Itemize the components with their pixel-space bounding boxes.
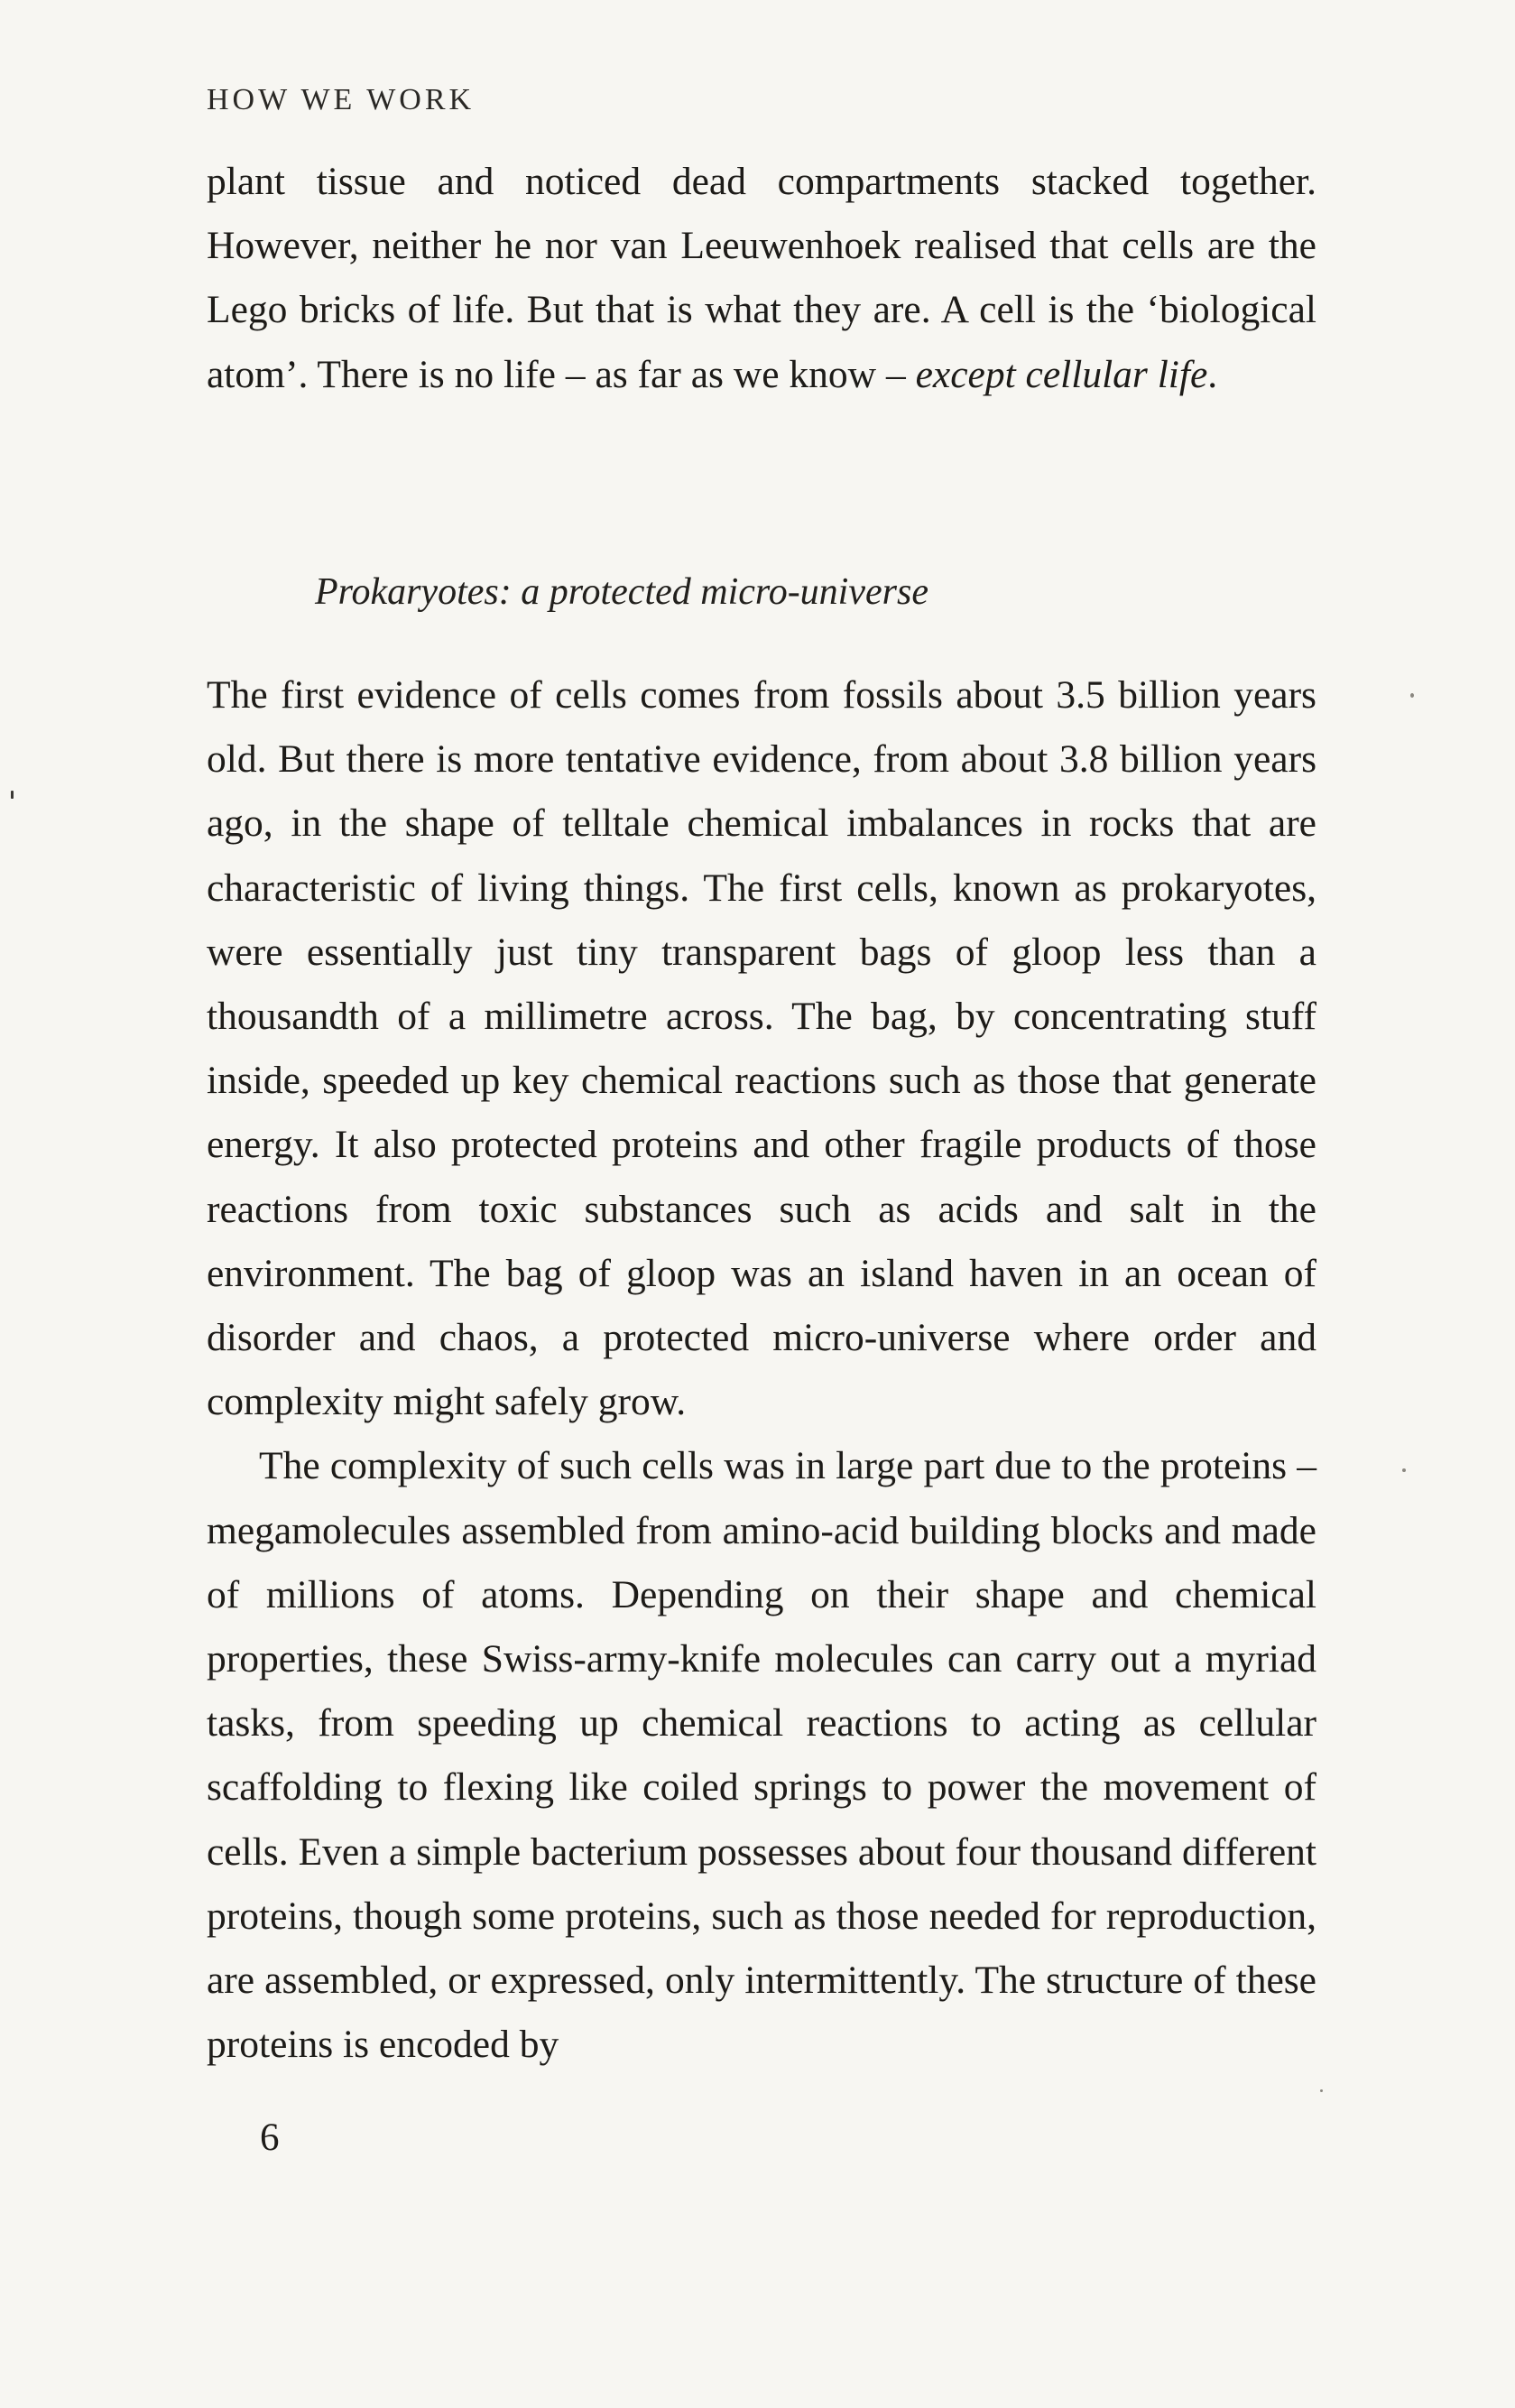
section-heading: Prokaryotes: a protected micro-universe xyxy=(315,571,928,613)
paragraph-text: plant tissue and noticed dead compartments stacked together. However, neither he nor van Leeuwenhoek realised that cells are the Lego bricks of life. But that is what they are. A cell is the ‘biological atom’. There is no life – as far as we know – xyxy=(207,160,1316,396)
paper-speck xyxy=(1410,693,1414,698)
paper-speck xyxy=(11,791,14,799)
paragraph: The complexity of such cells was in large part due to the proteins – megamolecules assembled from amino-acid building blocks and made of millions of atoms. Depending on their shape and chemical properties, these Swiss-army-knife molecules can carry out a myriad tasks, from speeding up chemical reactions to acting as cellular scaffolding to flexing like coiled springs to power the movement of cells. Even a simple bacterium possesses about four thousand different proteins, though some proteins, such as those needed for reproduction, are assembled, or expressed, only intermittently. The structure of these proteins is encoded by xyxy=(207,1444,1316,2067)
running-head: HOW WE WORK xyxy=(207,83,476,116)
paper-speck xyxy=(1320,2089,1323,2092)
page-number: 6 xyxy=(260,2116,280,2159)
paragraph-continued xyxy=(207,150,1316,407)
italic-emphasis: except cellular life xyxy=(915,352,1208,396)
paper-speck xyxy=(1402,1468,1406,1472)
paragraph: The first evidence of cells comes from fossils about 3.5 billion years old. But there is more tentative evidence, from about 3.8 billion years ago, in the shape of telltale chemical imbalances in rocks that are characteristic of living things. The first cells, known as prokaryotes, were essentially just tiny transparent bags of gloop less than a thousandth of a millimetre across. The bag, by concentrating stuff inside, speeded up key chemical reactions such as those that generate energy. It also protected proteins and other fragile products of those reactions from toxic substances such as acids and salt in the environment. The bag of gloop was an island haven in an ocean of disorder and chaos, a protected micro-universe where order and complexity might safely grow. xyxy=(207,673,1316,1424)
body-text-top xyxy=(207,150,1316,407)
paragraph-end-punctuation: . xyxy=(1207,352,1218,396)
body-text-main xyxy=(207,663,1316,2077)
